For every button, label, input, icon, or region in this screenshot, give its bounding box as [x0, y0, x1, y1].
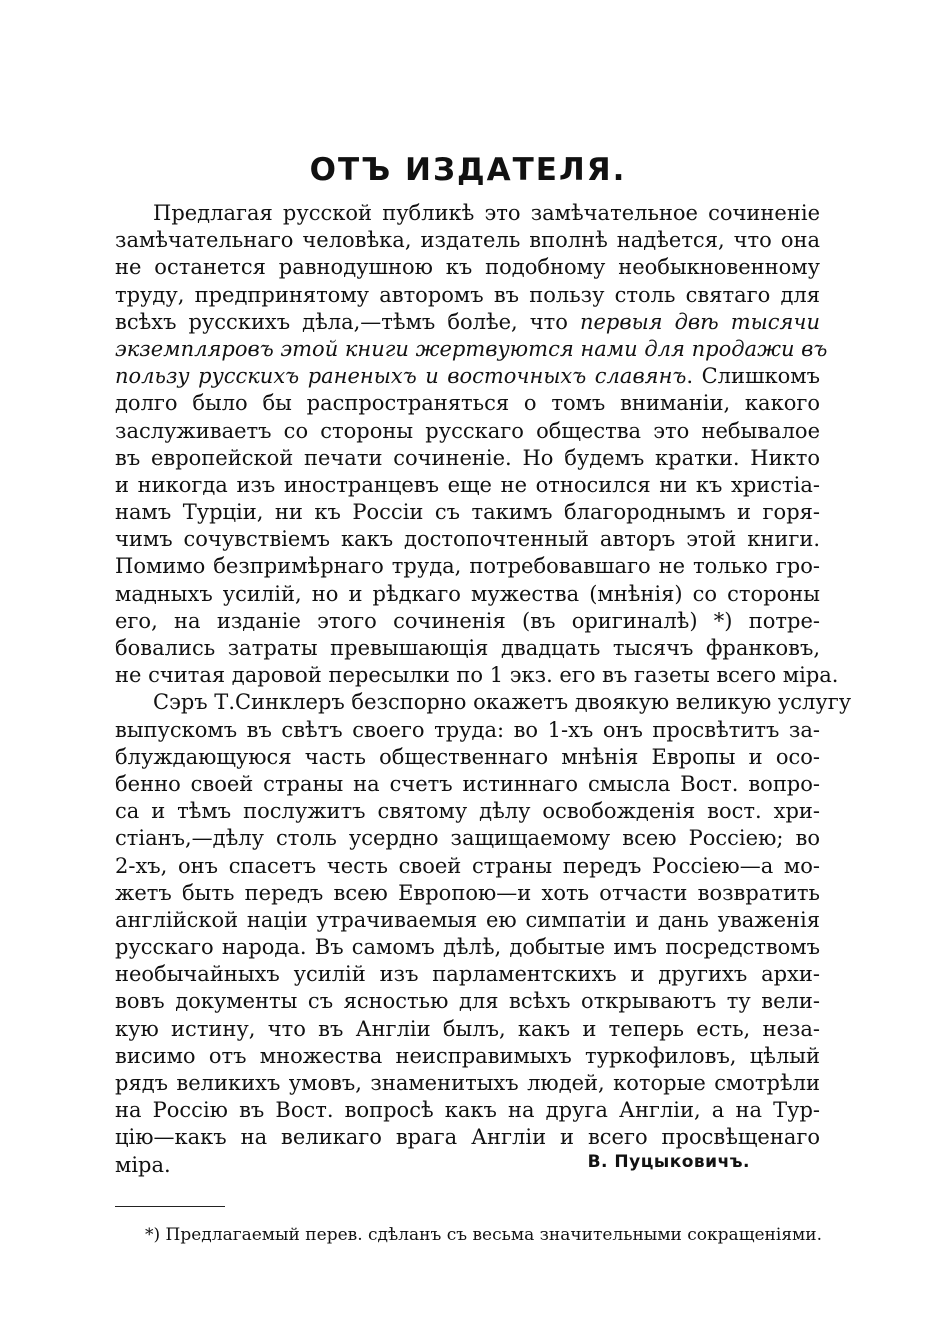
text-line [115, 390, 820, 417]
text-line [115, 445, 820, 472]
text-line [115, 880, 820, 907]
text-line [115, 662, 839, 689]
text-segment: долго было бы распространяться о томъ вниманіи, какого [115, 391, 820, 416]
text-segment: кую истину, что въ Англіи былъ, какъ и теперь есть, неза- [115, 1016, 820, 1041]
text-segment: висимо отъ множества неисправимыхъ туркофиловъ, цѣлый [115, 1043, 820, 1068]
text-segment: Помимо безпримѣрнаго труда, потребовавшаго не только гро- [115, 554, 820, 579]
text-segment: 2-хъ, онъ спасетъ честь своей страны передъ Россіею—а мо- [115, 853, 820, 878]
text-segment: необычайныхъ усилій изъ парламентскихъ и другихъ архи- [115, 962, 820, 987]
text-line [115, 553, 820, 580]
body-text [115, 200, 852, 1179]
text-segment: русскаго народа. Въ самомъ дѣлѣ, добытые имъ посредствомъ [115, 935, 820, 960]
text-line [115, 282, 820, 309]
text-line [115, 581, 820, 608]
text-line [115, 309, 820, 336]
footnote: *) Предлагаемый перев. сдѣланъ съ весьма значительными сокращеніями. [145, 1225, 823, 1245]
text-segment: са и тѣмъ послужитъ святому дѣлу освобожденія вост. хри- [115, 799, 820, 824]
text-line [115, 200, 820, 227]
text-line [115, 227, 820, 254]
text-line [115, 1124, 820, 1151]
text-line [115, 1016, 820, 1043]
italic-text-segment: первыя двѣ тысячи [579, 309, 820, 334]
text-line [115, 472, 820, 499]
text-segment: не останется равнодушною къ подобному необыкновенному [115, 255, 820, 280]
text-segment: вовъ документы съ ясностью для всѣхъ открываютъ ту вели- [115, 989, 820, 1014]
text-line [115, 853, 820, 880]
text-segment: бенно своей страны на счетъ истиннаго смысла Вост. вопро- [115, 771, 820, 796]
text-line [115, 526, 820, 553]
text-line [115, 934, 820, 961]
text-segment: міра. [115, 1152, 171, 1177]
text-line [115, 1097, 820, 1124]
text-line [115, 825, 820, 852]
text-segment: жетъ быть передъ всею Европою—и хоть отчасти возвратить [115, 880, 820, 905]
text-line [115, 798, 820, 825]
text-segment: чимъ сочувствіемъ какъ достопочтенный авторъ этой книги. [115, 527, 820, 552]
text-line [115, 988, 820, 1015]
text-segment: бовались затраты превышающія двадцать тысячъ франковъ, [115, 636, 820, 660]
italic-text-segment: пользу русскихъ раненыхъ и восточныхъ славянъ [115, 364, 687, 389]
text-segment: цію—какъ на великаго врага Англіи и всего просвѣщенаго [115, 1125, 820, 1150]
text-line [115, 363, 820, 390]
text-segment: англійской націи утрачиваемыя ею симпатіи и дань уваженія [115, 907, 820, 932]
text-segment: въ европейской печати сочиненіе. Но будемъ кратки. Никто [115, 445, 820, 470]
footnote-divider [115, 1206, 225, 1207]
text-line [115, 1070, 820, 1097]
text-line [115, 635, 820, 662]
text-line [115, 1043, 820, 1070]
text-segment: заслуживаетъ со стороны русскаго общества это небывалое [115, 418, 820, 443]
text-segment: на Россію въ Вост. вопросѣ какъ на друга Англіи, а на Тур- [115, 1098, 820, 1123]
text-line [115, 689, 852, 716]
text-line [115, 254, 820, 281]
text-segment: и никогда изъ иностранцевъ еще не относился ни къ христіа- [115, 472, 820, 497]
author-signature: В. Пуцыковичъ. [587, 1152, 750, 1172]
text-segment: блуждающуюся часть общественнаго мнѣнія Европы и осо- [115, 744, 820, 769]
text-segment: рядъ великихъ умовъ, знаменитыхъ людей, которые смотрѣли [115, 1071, 820, 1095]
text-segment: выпускомъ въ свѣтъ своего труда: во 1-хъ онъ просвѣтитъ за- [115, 717, 820, 742]
text-segment: мадныхъ усилій, но и рѣдкаго мужества (мнѣнія) со стороны [115, 581, 820, 606]
text-line [115, 771, 820, 798]
text-line [115, 418, 820, 445]
text-segment: Предлагая русской публикѣ это замѣчательное сочиненіе [153, 201, 820, 225]
text-segment: Сэръ Т.Синклеръ безспорно окажетъ двоякую великую услугу [153, 690, 852, 715]
text-segment: . Слишкомъ [686, 364, 820, 389]
page-title: ОТЪ ИЗДАТЕЛЯ. [309, 152, 627, 188]
text-line [115, 961, 820, 988]
text-line [115, 744, 820, 771]
text-segment: не считая даровой пересылки по 1 экз. его въ газеты всего міра. [115, 663, 839, 688]
text-segment: намъ Турціи, ни къ Россіи съ такимъ благороднымъ и горя- [115, 500, 820, 525]
text-segment: труду, предпринятому авторомъ въ пользу столь святаго для [115, 282, 820, 307]
text-line [115, 499, 820, 526]
italic-text-segment: экземпляровъ этой книги жертвуются нами для продажи въ [115, 336, 828, 361]
text-segment: замѣчательнаго человѣка, издатель вполнѣ надѣется, что она [115, 228, 820, 253]
text-segment: стіанъ,—дѣлу столь усердно защищаемому всею Россіею; во [115, 826, 820, 851]
text-line [115, 717, 820, 744]
text-segment: его, на изданіе этого сочиненія (въ оригиналѣ) *) потре- [115, 608, 820, 633]
text-line [115, 907, 820, 934]
text-line [115, 336, 828, 363]
text-segment: всѣхъ русскихъ дѣла,—тѣмъ болѣе, что [115, 309, 580, 334]
text-line [115, 608, 820, 635]
